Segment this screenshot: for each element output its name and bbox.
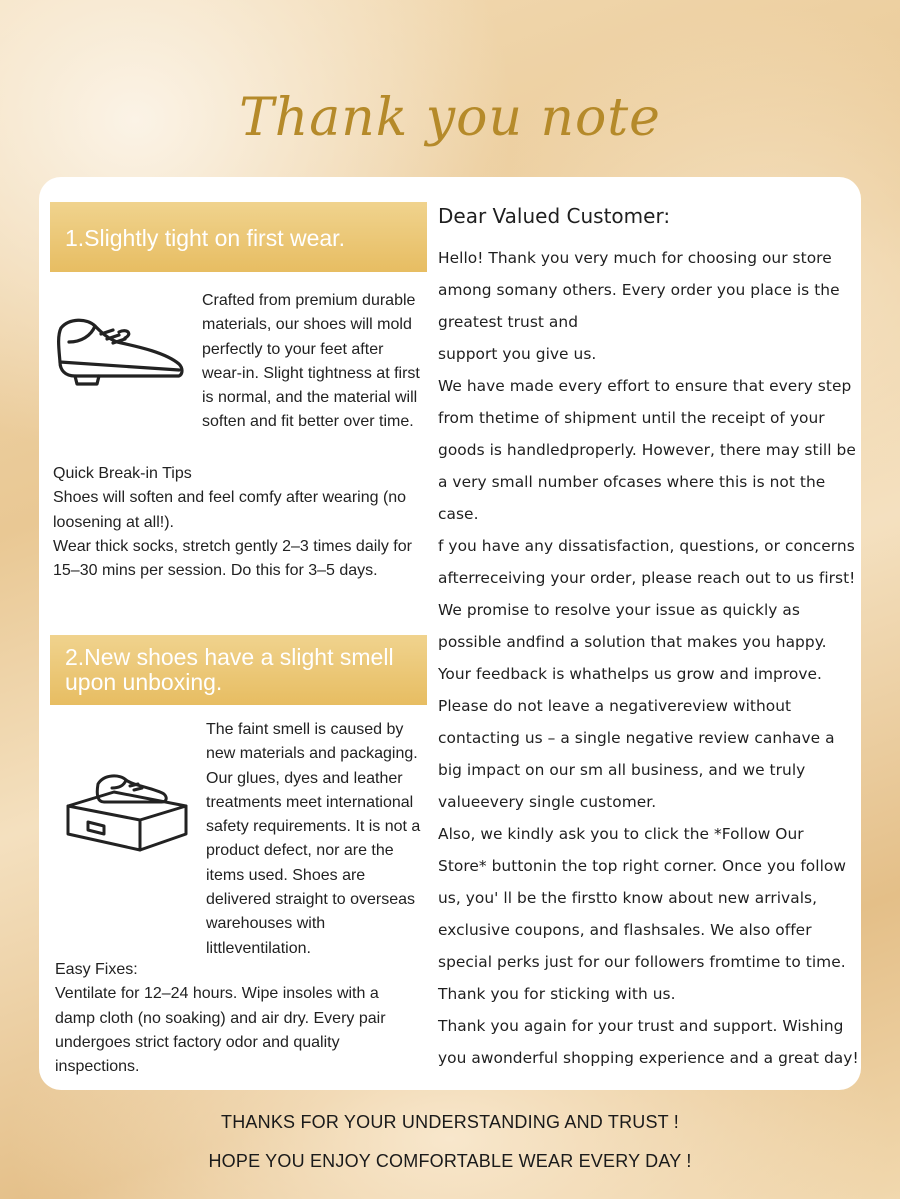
letter-line: Thank you again for your trust and support. Wishing (438, 1017, 844, 1035)
section1-description (202, 289, 420, 435)
letter-line: you awonderful shopping experience and a great day! (438, 1049, 859, 1067)
section1-desc-line: soften and fit better over time. (202, 413, 414, 431)
letter-line: exclusive coupons, and flashsales. We also offer (438, 921, 812, 939)
letter-line: Hello! Thank you very much for choosing our store (438, 249, 832, 267)
section2-heading-line: upon unboxing. (65, 669, 223, 695)
section1-banner (50, 202, 427, 272)
letter-line: us, you' ll be the firstto know about new arrivals, (438, 889, 818, 907)
section2-desc-line: littleventilation. (206, 939, 311, 957)
letter-line: special perks just for our followers fromtime to time. (438, 953, 846, 971)
letter-greeting: Dear Valued Customer: (438, 204, 671, 228)
letter-line: greatest trust and (438, 313, 579, 331)
letter-line: support you give us. (438, 345, 597, 363)
shoe-box-icon (64, 748, 190, 854)
section1-tips (53, 462, 412, 583)
letter-line: possible andfind a solution that makes you happy. (438, 633, 827, 651)
section1-desc-line: perfectly to your feet after (202, 340, 384, 358)
section1-desc-line: Crafted from premium durable (202, 292, 416, 309)
tips-line: Shoes will soften and feel comfy after wearing (no (53, 489, 407, 507)
section2-desc-line: warehouses with (206, 915, 326, 933)
letter-line: afterreceiving your order, please reach out to us first! (438, 569, 856, 587)
footer-wish: HOPE YOU ENJOY COMFORTABLE WEAR EVERY DAY ! (208, 1151, 692, 1171)
tips-heading: Quick Break-in Tips (53, 465, 192, 482)
section2-banner (50, 635, 427, 705)
fixes-heading: Easy Fixes: (55, 961, 138, 978)
customer-letter (438, 202, 858, 1074)
shoe-icon (55, 312, 187, 392)
letter-line: goods is handledproperly. However, there may still be (438, 441, 856, 459)
section1-desc-line: wear-in. Slight tightness at first (202, 364, 420, 382)
tips-line: 15–30 mins per session. Do this for 3–5 days. (53, 562, 378, 580)
fixes-line: Ventilate for 12–24 hours. Wipe insoles with a (55, 985, 379, 1003)
section1-desc-line: is normal, and the material will (202, 389, 418, 407)
tips-line: loosening at all!). (53, 513, 174, 531)
section2-desc-line: Our glues, dyes and leather (206, 769, 403, 787)
fixes-line: undergoes strict factory odor and quality (55, 1033, 340, 1051)
section1-desc-line: materials, our shoes will mold (202, 316, 412, 334)
section2-desc-line: safety requirements. It is not a (206, 818, 421, 836)
letter-line: We have made every effort to ensure that every step (438, 377, 852, 395)
letter-line: among somany others. Every order you place is the (438, 281, 840, 299)
letter-line: Your feedback is whathelps us grow and improve. (438, 665, 822, 683)
section2-desc-line: items used. Shoes are (206, 866, 366, 884)
footer-thanks: THANKS FOR YOUR UNDERSTANDING AND TRUST ! (221, 1112, 679, 1132)
tips-line: Wear thick socks, stretch gently 2–3 times daily for (53, 537, 412, 555)
section2-desc-line: treatments meet international (206, 793, 414, 811)
section2-desc-line: The faint smell is caused by (206, 721, 404, 738)
letter-line: Please do not leave a negativereview without (438, 697, 792, 715)
letter-line: a very small number ofcases where this is not the (438, 473, 826, 491)
section2-desc-line: product defect, nor are the (206, 842, 394, 860)
section1-heading: 1.Slightly tight on first wear. (65, 225, 345, 251)
section2-desc-line: delivered straight to overseas (206, 891, 415, 909)
fixes-line: damp cloth (no soaking) and air dry. Every pair (55, 1009, 386, 1027)
letter-line: valueevery single customer. (438, 793, 657, 811)
letter-line: We promise to resolve your issue as quickly as (438, 601, 800, 619)
letter-line: from thetime of shipment until the receipt of your (438, 409, 825, 427)
page-title: Thank you note (239, 88, 661, 148)
letter-line: Thank you for sticking with us. (438, 985, 676, 1003)
letter-line: case. (438, 505, 479, 523)
letter-line: big impact on our sm all business, and we truly (438, 761, 806, 779)
letter-line: contacting us – a single negative review canhave a (438, 729, 835, 747)
section2-desc-line: new materials and packaging. (206, 745, 418, 763)
letter-line: Also, we kindly ask you to click the *Follow Our (438, 825, 804, 843)
fixes-line: inspections. (55, 1058, 140, 1076)
section2-heading-line: 2.New shoes have a slight smell (65, 644, 394, 670)
section2-description (206, 718, 420, 961)
letter-line: f you have any dissatisfaction, questions, or concerns (438, 537, 855, 555)
section2-fixes (55, 958, 386, 1079)
letter-line: Store* buttonin the top right corner. Once you follow (438, 857, 847, 875)
